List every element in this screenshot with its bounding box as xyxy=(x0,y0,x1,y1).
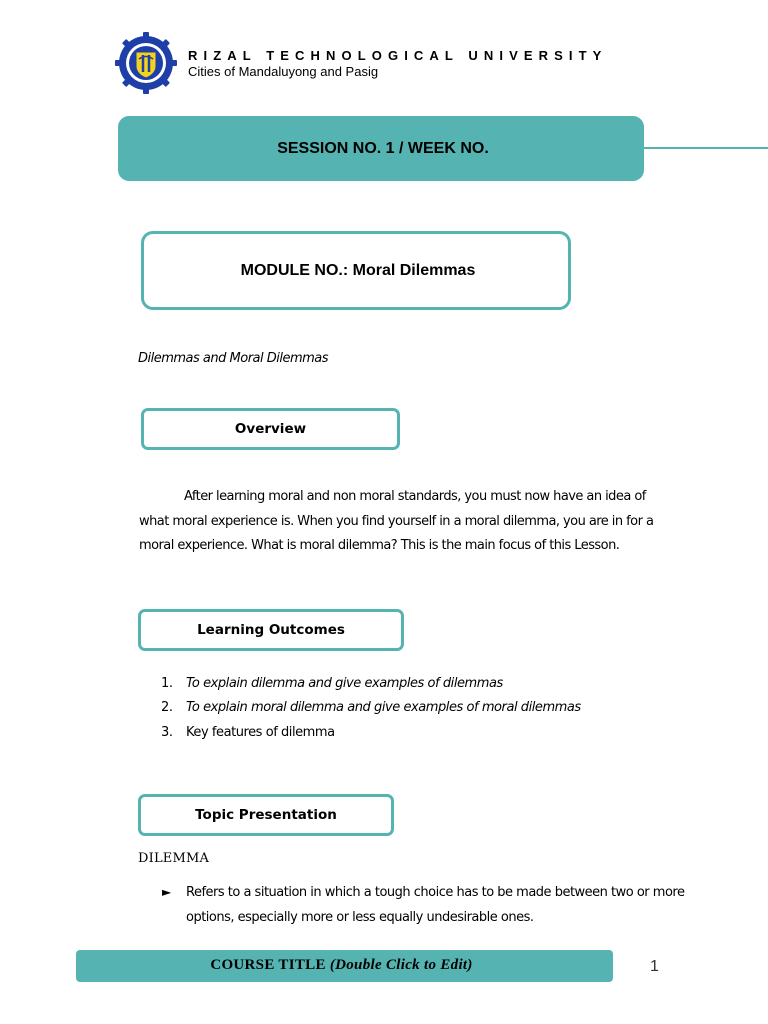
dilemma-definition: Refers to a situation in which a tough choice has to be made between two or more options, especially more or less equally undesirable ones. xyxy=(186,885,685,925)
list-item xyxy=(161,676,503,691)
course-title: COURSE TITLE xyxy=(210,956,326,973)
university-campus: Cities of Mandaluyong and Pasig xyxy=(188,64,379,79)
university-name: RIZAL TECHNOLOGICAL UNIVERSITY xyxy=(188,48,608,63)
dilemma-heading: DILEMMA xyxy=(138,851,210,866)
bullet-arrow-icon: ► xyxy=(162,885,172,899)
footer-text xyxy=(210,957,472,974)
overview-paragraph xyxy=(139,485,679,559)
topic-presentation-label: Topic Presentation xyxy=(138,794,394,836)
overview-paragraph-text: After learning moral and non moral standards, you must now have an idea of what moral experience is. When you find yourself in a moral dilemma, you are in for a moral experience. What is moral dilemma? This is the main focus of this Lesson. xyxy=(139,489,654,553)
list-item-number: 2. xyxy=(161,700,173,715)
lesson-subtitle: Dilemmas and Moral Dilemmas xyxy=(138,351,329,366)
list-item-text: To explain dilemma and give examples of dilemmas xyxy=(186,676,503,691)
session-rule-line xyxy=(644,147,768,149)
session-title: SESSION NO. 1 / WEEK NO. xyxy=(277,139,489,157)
learning-outcomes-label: Learning Outcomes xyxy=(138,609,404,651)
list-item xyxy=(161,725,335,740)
overview-label: Overview xyxy=(141,408,400,450)
edit-hint: (Double Click to Edit) xyxy=(329,956,473,973)
course-title-footer[interactable] xyxy=(76,950,613,982)
session-banner xyxy=(118,116,644,181)
module-box xyxy=(141,231,571,310)
university-logo xyxy=(115,32,177,94)
list-item-text: To explain moral dilemma and give examples of moral dilemmas xyxy=(186,700,581,715)
list-item-number: 1. xyxy=(161,676,173,691)
list-item-text: Key features of dilemma xyxy=(186,725,335,740)
page-number: 1 xyxy=(650,958,659,975)
list-item-number: 3. xyxy=(161,725,173,740)
module-title: MODULE NO.: Moral Dilemmas xyxy=(240,261,476,279)
list-item xyxy=(161,700,581,715)
